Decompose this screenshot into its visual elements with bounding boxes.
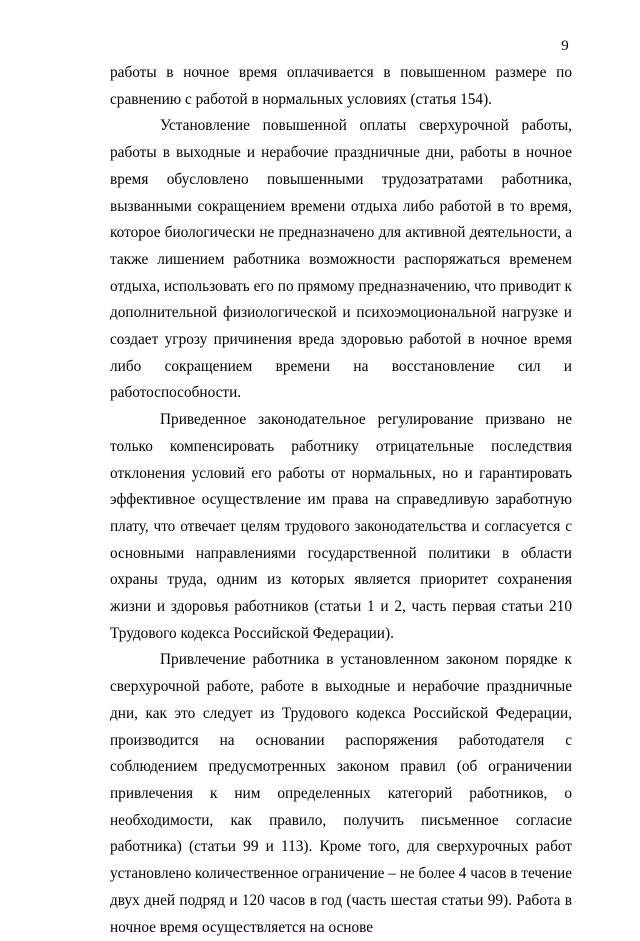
paragraph: Установление повышенной оплаты сверхурочной работы, работы в выходные и нерабочие праздничные дни, работы в ночное время обусловлено повышенными трудозатратами работника, вызванными сокращением времени отдыха либо работой в то время, которое биологически не предназначено для активной деятельности, а также лишением работника возможности распоряжаться временем отдыха, использовать его по прямому предназначению, что приводит к дополнительной физиологической и психоэмоциональной нагрузке и создает угрозу причинения вреда здоровью работой в ночное время либо сокращением времени на восстановление сил и работоспособности.: [110, 117, 572, 402]
paragraph-continued: работы в ночное время оплачивается в повышенном размере по сравнению с работой в нормальных условиях (статья 154).: [110, 64, 572, 108]
paragraph: Приведенное законодательное регулирование призвано не только компенсировать работнику отрицательные последствия отклонения условий его работы от нормальных, но и гарантировать эффективное осуществление им права на справедливую заработную плату, что отвечает целям трудового законодательства и согласуется с основными направлениями государственной политики в области охраны труда, одним из которых является приоритет сохранения жизни и здоровья работников (статьи 1 и 2, часть первая статьи 210 Трудового кодекса Российской Федерации).: [110, 411, 572, 642]
body-text: [110, 60, 572, 941]
page-number: 9: [561, 38, 569, 54]
paragraph: Привлечение работника в установленном законом порядке к сверхурочной работе, работе в выходные и нерабочие праздничные дни, как это следует из Трудового кодекса Российской Федерации, производится на основании распоряжения работодателя с соблюдением предусмотренных законом правил (об ограничении привлечения к ним определенных категорий работников, о необходимости, как правило, получить письменное согласие работника) (статьи 99 и 113). Кроме того, для сверхурочных работ установлено количественное ограничение – не более 4 часов в течение двух дней подряд и 120 часов в год (часть шестая статьи 99). Работа в ночное время осуществляется на основе: [110, 651, 573, 936]
